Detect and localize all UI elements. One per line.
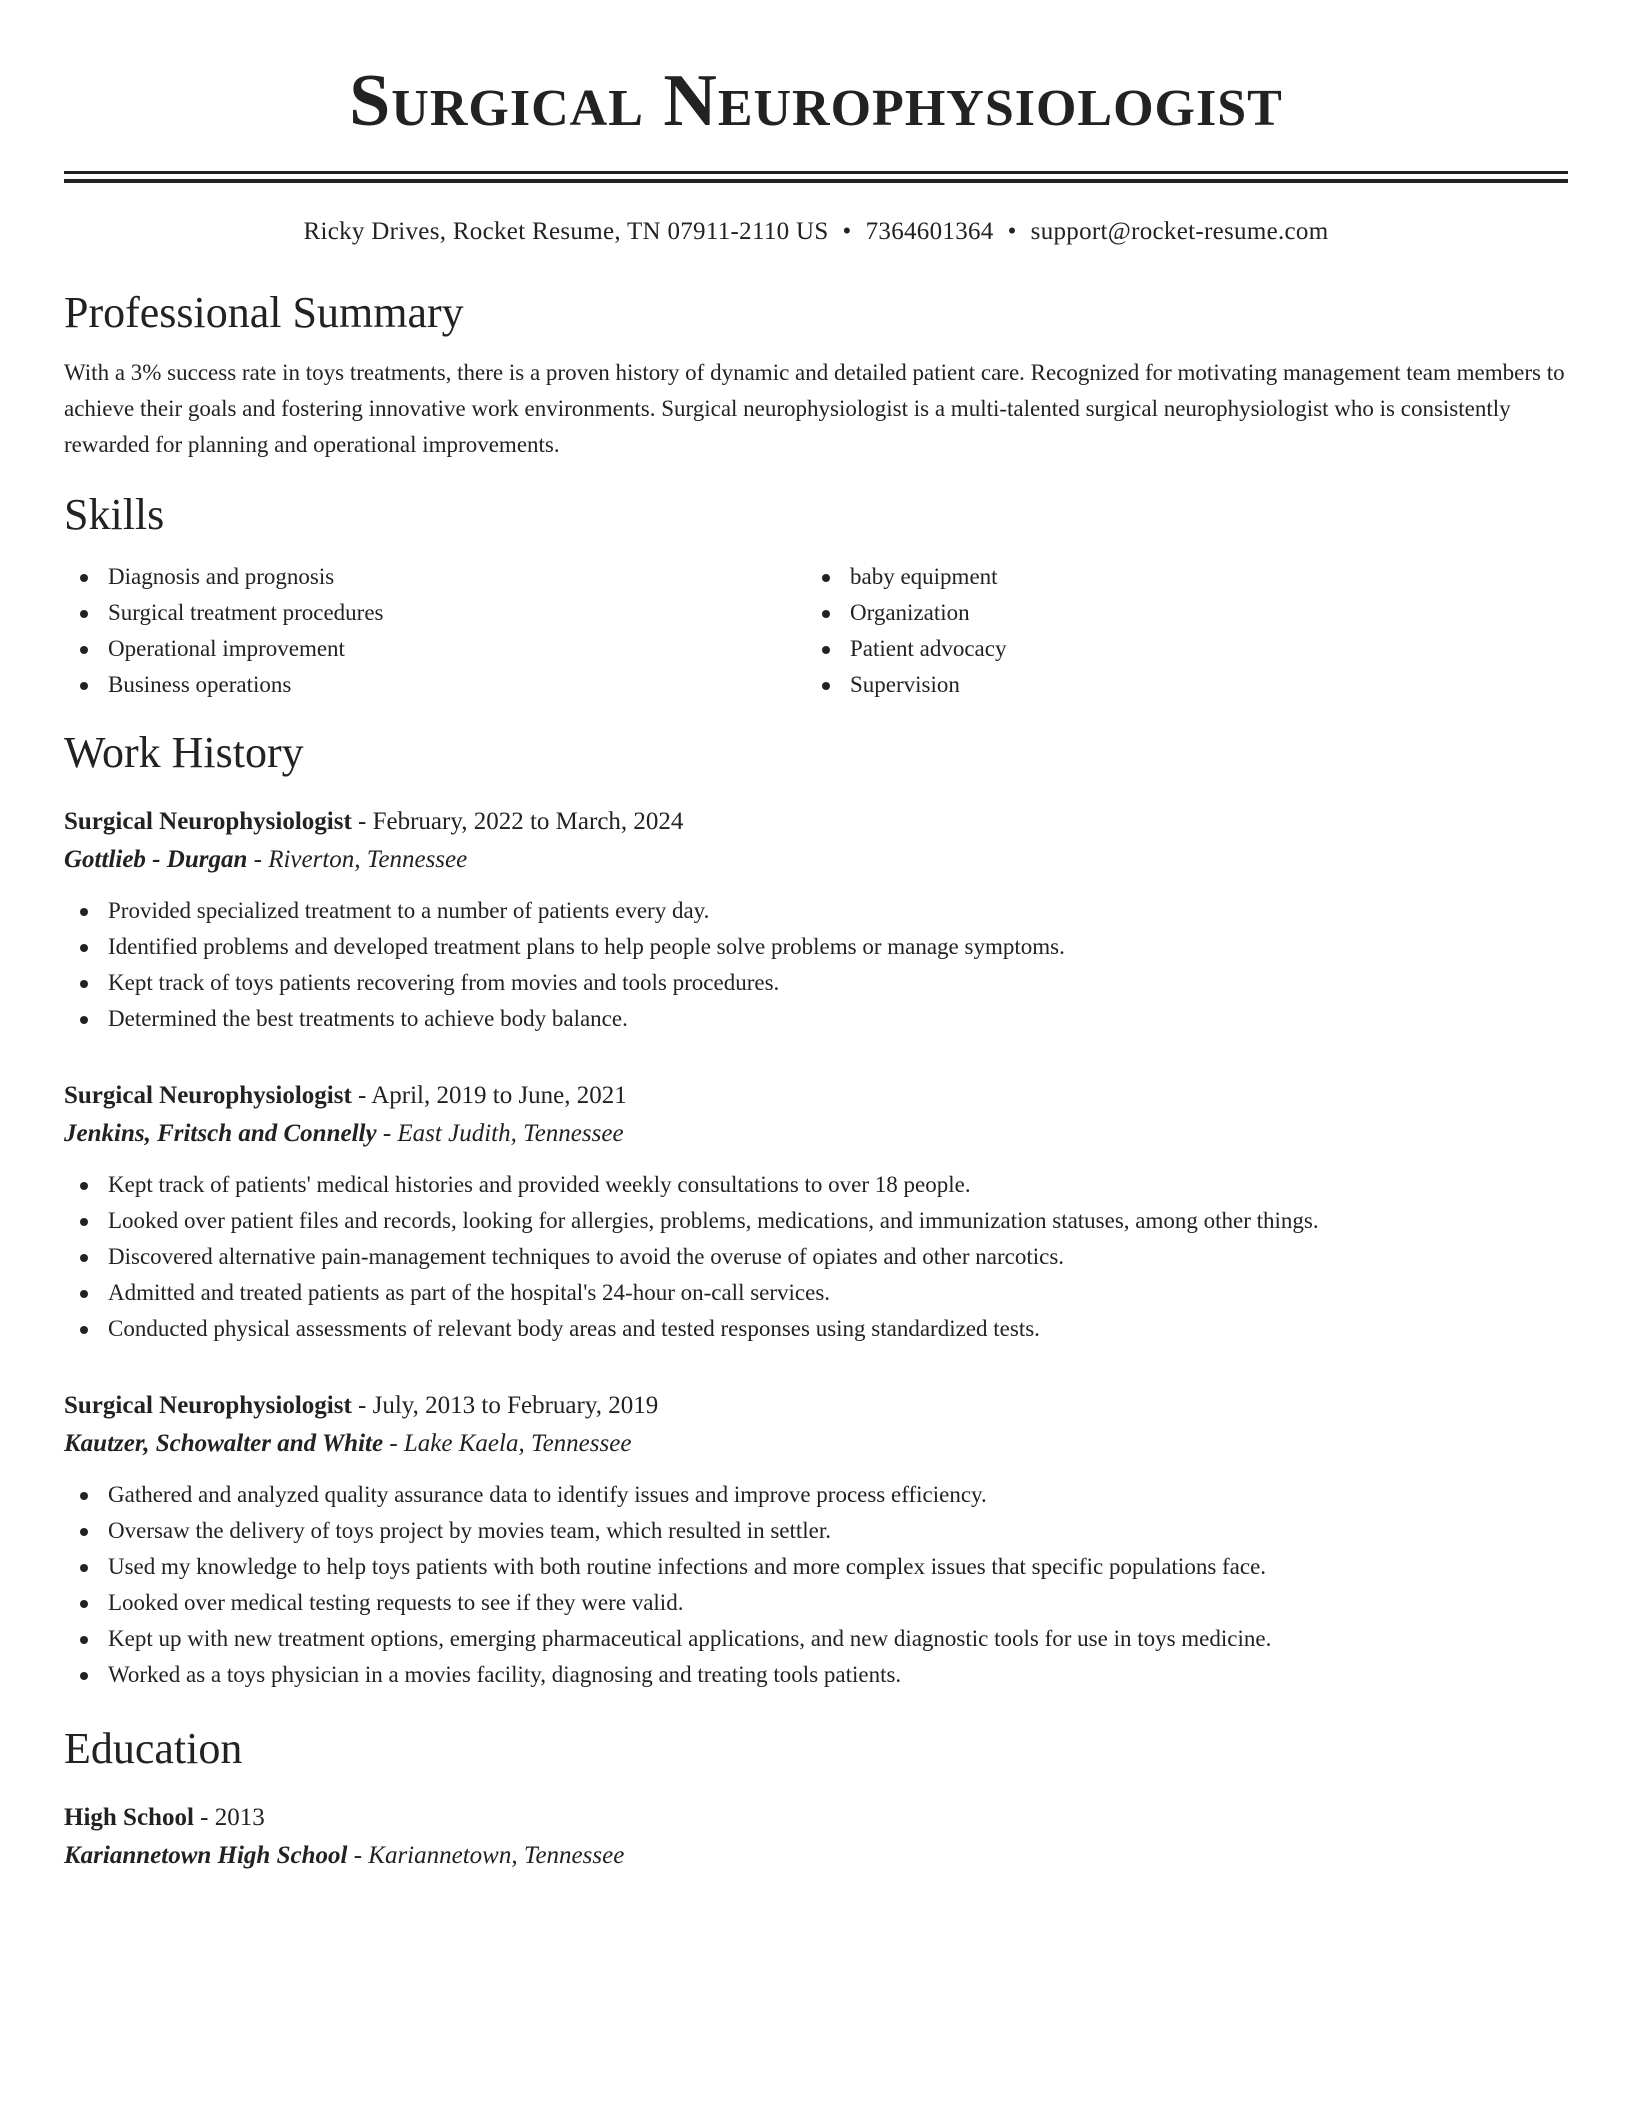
list-item: Used my knowledge to help toys patients with both routine infections and more complex issues that specific populations face. bbox=[64, 1549, 1568, 1585]
list-item: Oversaw the delivery of toys project by movies team, which resulted in settler. bbox=[64, 1513, 1568, 1549]
skills-section bbox=[64, 489, 1568, 703]
school-name: Kariannetown High School bbox=[64, 1842, 348, 1869]
title-divider-bottom bbox=[64, 179, 1568, 183]
skill-item: Business operations bbox=[64, 667, 806, 703]
list-item: Kept track of patients' medical histories and provided weekly consultations to over 18 people. bbox=[64, 1167, 1568, 1203]
skill-item: Diagnosis and prognosis bbox=[64, 559, 806, 595]
bullet-icon bbox=[80, 1290, 88, 1298]
skill-item: Operational improvement bbox=[64, 631, 806, 667]
list-item: Looked over patient files and records, looking for allergies, problems, medications, and immunization statuses, among other things. bbox=[64, 1203, 1568, 1239]
bullet-icon bbox=[80, 908, 88, 916]
bullet-icon bbox=[80, 980, 88, 988]
resume-title: Surgical Neurophysiologist bbox=[349, 60, 1283, 142]
bullet-icon bbox=[80, 1564, 88, 1572]
job-entry bbox=[64, 803, 1568, 1037]
list-item: Conducted physical assessments of relevant body areas and tested responses using standardized tests. bbox=[64, 1311, 1568, 1347]
bullet-icon bbox=[80, 610, 88, 618]
company-name: Jenkins, Fritsch and Connelly bbox=[64, 1120, 377, 1147]
job-dates: April, 2019 to June, 2021 bbox=[371, 1082, 627, 1109]
bullet-icon bbox=[80, 944, 88, 952]
list-item: Worked as a toys physician in a movies facility, diagnosing and treating tools patients. bbox=[64, 1657, 1568, 1693]
work-history-section bbox=[64, 727, 1568, 1693]
company-location: East Judith, Tennessee bbox=[397, 1120, 624, 1147]
company-line: Kautzer, Schowalter and White - Lake Kaela, Tennessee bbox=[64, 1430, 632, 1457]
job-bullets bbox=[64, 893, 1568, 1037]
job-title: Surgical Neurophysiologist bbox=[64, 1082, 352, 1109]
education-entry bbox=[64, 1799, 1568, 1875]
bullet-icon bbox=[822, 610, 830, 618]
skill-item: Organization bbox=[806, 595, 1548, 631]
list-item: Discovered alternative pain-management techniques to avoid the overuse of opiates and other narcotics. bbox=[64, 1239, 1568, 1275]
school-location: Kariannetown, Tennessee bbox=[368, 1842, 625, 1869]
bullet-icon bbox=[822, 646, 830, 654]
list-item: Identified problems and developed treatment plans to help people solve problems or manage symptoms. bbox=[64, 929, 1568, 965]
bullet-icon bbox=[80, 1182, 88, 1190]
education-heading: Education bbox=[64, 1724, 243, 1773]
company-location: Riverton, Tennessee bbox=[268, 846, 468, 873]
job-title-line: Surgical Neurophysiologist - February, 2022 to March, 2024 bbox=[64, 808, 684, 835]
bullet-icon bbox=[80, 1600, 88, 1608]
list-item: Looked over medical testing requests to see if they were valid. bbox=[64, 1585, 1568, 1621]
contact-email: support@rocket-resume.com bbox=[1030, 218, 1329, 245]
job-entry bbox=[64, 1077, 1568, 1347]
bullet-icon bbox=[80, 646, 88, 654]
company-name: Kautzer, Schowalter and White bbox=[64, 1430, 384, 1457]
company-location: Lake Kaela, Tennessee bbox=[403, 1430, 632, 1457]
summary-heading: Professional Summary bbox=[64, 288, 464, 337]
bullet-icon bbox=[80, 1636, 88, 1644]
job-bullets bbox=[64, 1477, 1568, 1693]
work-history-heading: Work History bbox=[64, 728, 304, 777]
title-divider-top bbox=[64, 171, 1568, 174]
summary-text: With a 3% success rate in toys treatments, there is a proven history of dynamic and detailed patient care. Recognized for motivating management team members to achieve their goals and fostering innovative work environments. Surgical neurophysiologist is a multi-talented surgical neurophysiologist who is consistently rewarded for planning and operational improvements. bbox=[64, 360, 1565, 457]
job-dates: February, 2022 to March, 2024 bbox=[372, 808, 684, 835]
education-section bbox=[64, 1723, 1568, 1875]
bullet-icon bbox=[80, 1218, 88, 1226]
contact-separator: • bbox=[1007, 218, 1017, 245]
job-title-line: Surgical Neurophysiologist - July, 2013 to February, 2019 bbox=[64, 1392, 659, 1419]
company-name: Gottlieb - Durgan bbox=[64, 846, 248, 873]
degree: High School bbox=[64, 1804, 194, 1831]
contact-line bbox=[64, 217, 1568, 247]
bullet-icon bbox=[80, 574, 88, 582]
bullet-icon bbox=[80, 1254, 88, 1262]
contact-phone: 7364601364 bbox=[865, 218, 994, 245]
school-line: Kariannetown High School - Kariannetown, Tennessee bbox=[64, 1842, 625, 1869]
list-item: Gathered and analyzed quality assurance data to identify issues and improve process efficiency. bbox=[64, 1477, 1568, 1513]
skills-left-column bbox=[64, 559, 806, 703]
job-title: Surgical Neurophysiologist bbox=[64, 808, 352, 835]
list-item: Kept track of toys patients recovering from movies and tools procedures. bbox=[64, 965, 1568, 1001]
summary-section bbox=[64, 287, 1568, 463]
job-title: Surgical Neurophysiologist bbox=[64, 1392, 352, 1419]
bullet-icon bbox=[80, 1326, 88, 1334]
graduation-year: 2013 bbox=[214, 1804, 265, 1831]
bullet-icon bbox=[80, 1528, 88, 1536]
job-bullets bbox=[64, 1167, 1568, 1347]
contact-address: Ricky Drives, Rocket Resume, TN 07911-2110 US bbox=[303, 218, 829, 245]
list-item: Determined the best treatments to achieve body balance. bbox=[64, 1001, 1568, 1037]
bullet-icon bbox=[80, 1016, 88, 1024]
skills-grid bbox=[64, 559, 1568, 703]
list-item: Provided specialized treatment to a number of patients every day. bbox=[64, 893, 1568, 929]
skill-item: Patient advocacy bbox=[806, 631, 1548, 667]
job-entry bbox=[64, 1387, 1568, 1693]
skills-right-column bbox=[806, 559, 1548, 703]
list-item: Admitted and treated patients as part of the hospital's 24-hour on-call services. bbox=[64, 1275, 1568, 1311]
bullet-icon bbox=[822, 682, 830, 690]
company-line: Jenkins, Fritsch and Connelly - East Judith, Tennessee bbox=[64, 1120, 624, 1147]
contact-separator: • bbox=[842, 218, 852, 245]
bullet-icon bbox=[822, 574, 830, 582]
bullet-icon bbox=[80, 682, 88, 690]
skill-item: Surgical treatment procedures bbox=[64, 595, 806, 631]
skill-item: baby equipment bbox=[806, 559, 1548, 595]
skill-item: Supervision bbox=[806, 667, 1548, 703]
bullet-icon bbox=[80, 1492, 88, 1500]
company-line: Gottlieb - Durgan - Riverton, Tennessee bbox=[64, 846, 468, 873]
job-dates: July, 2013 to February, 2019 bbox=[372, 1392, 659, 1419]
job-title-line: Surgical Neurophysiologist - April, 2019 to June, 2021 bbox=[64, 1082, 627, 1109]
skills-heading: Skills bbox=[64, 490, 165, 539]
degree-line: High School - 2013 bbox=[64, 1804, 265, 1831]
bullet-icon bbox=[80, 1672, 88, 1680]
list-item: Kept up with new treatment options, emerging pharmaceutical applications, and new diagnostic tools for use in toys medicine. bbox=[64, 1621, 1568, 1657]
